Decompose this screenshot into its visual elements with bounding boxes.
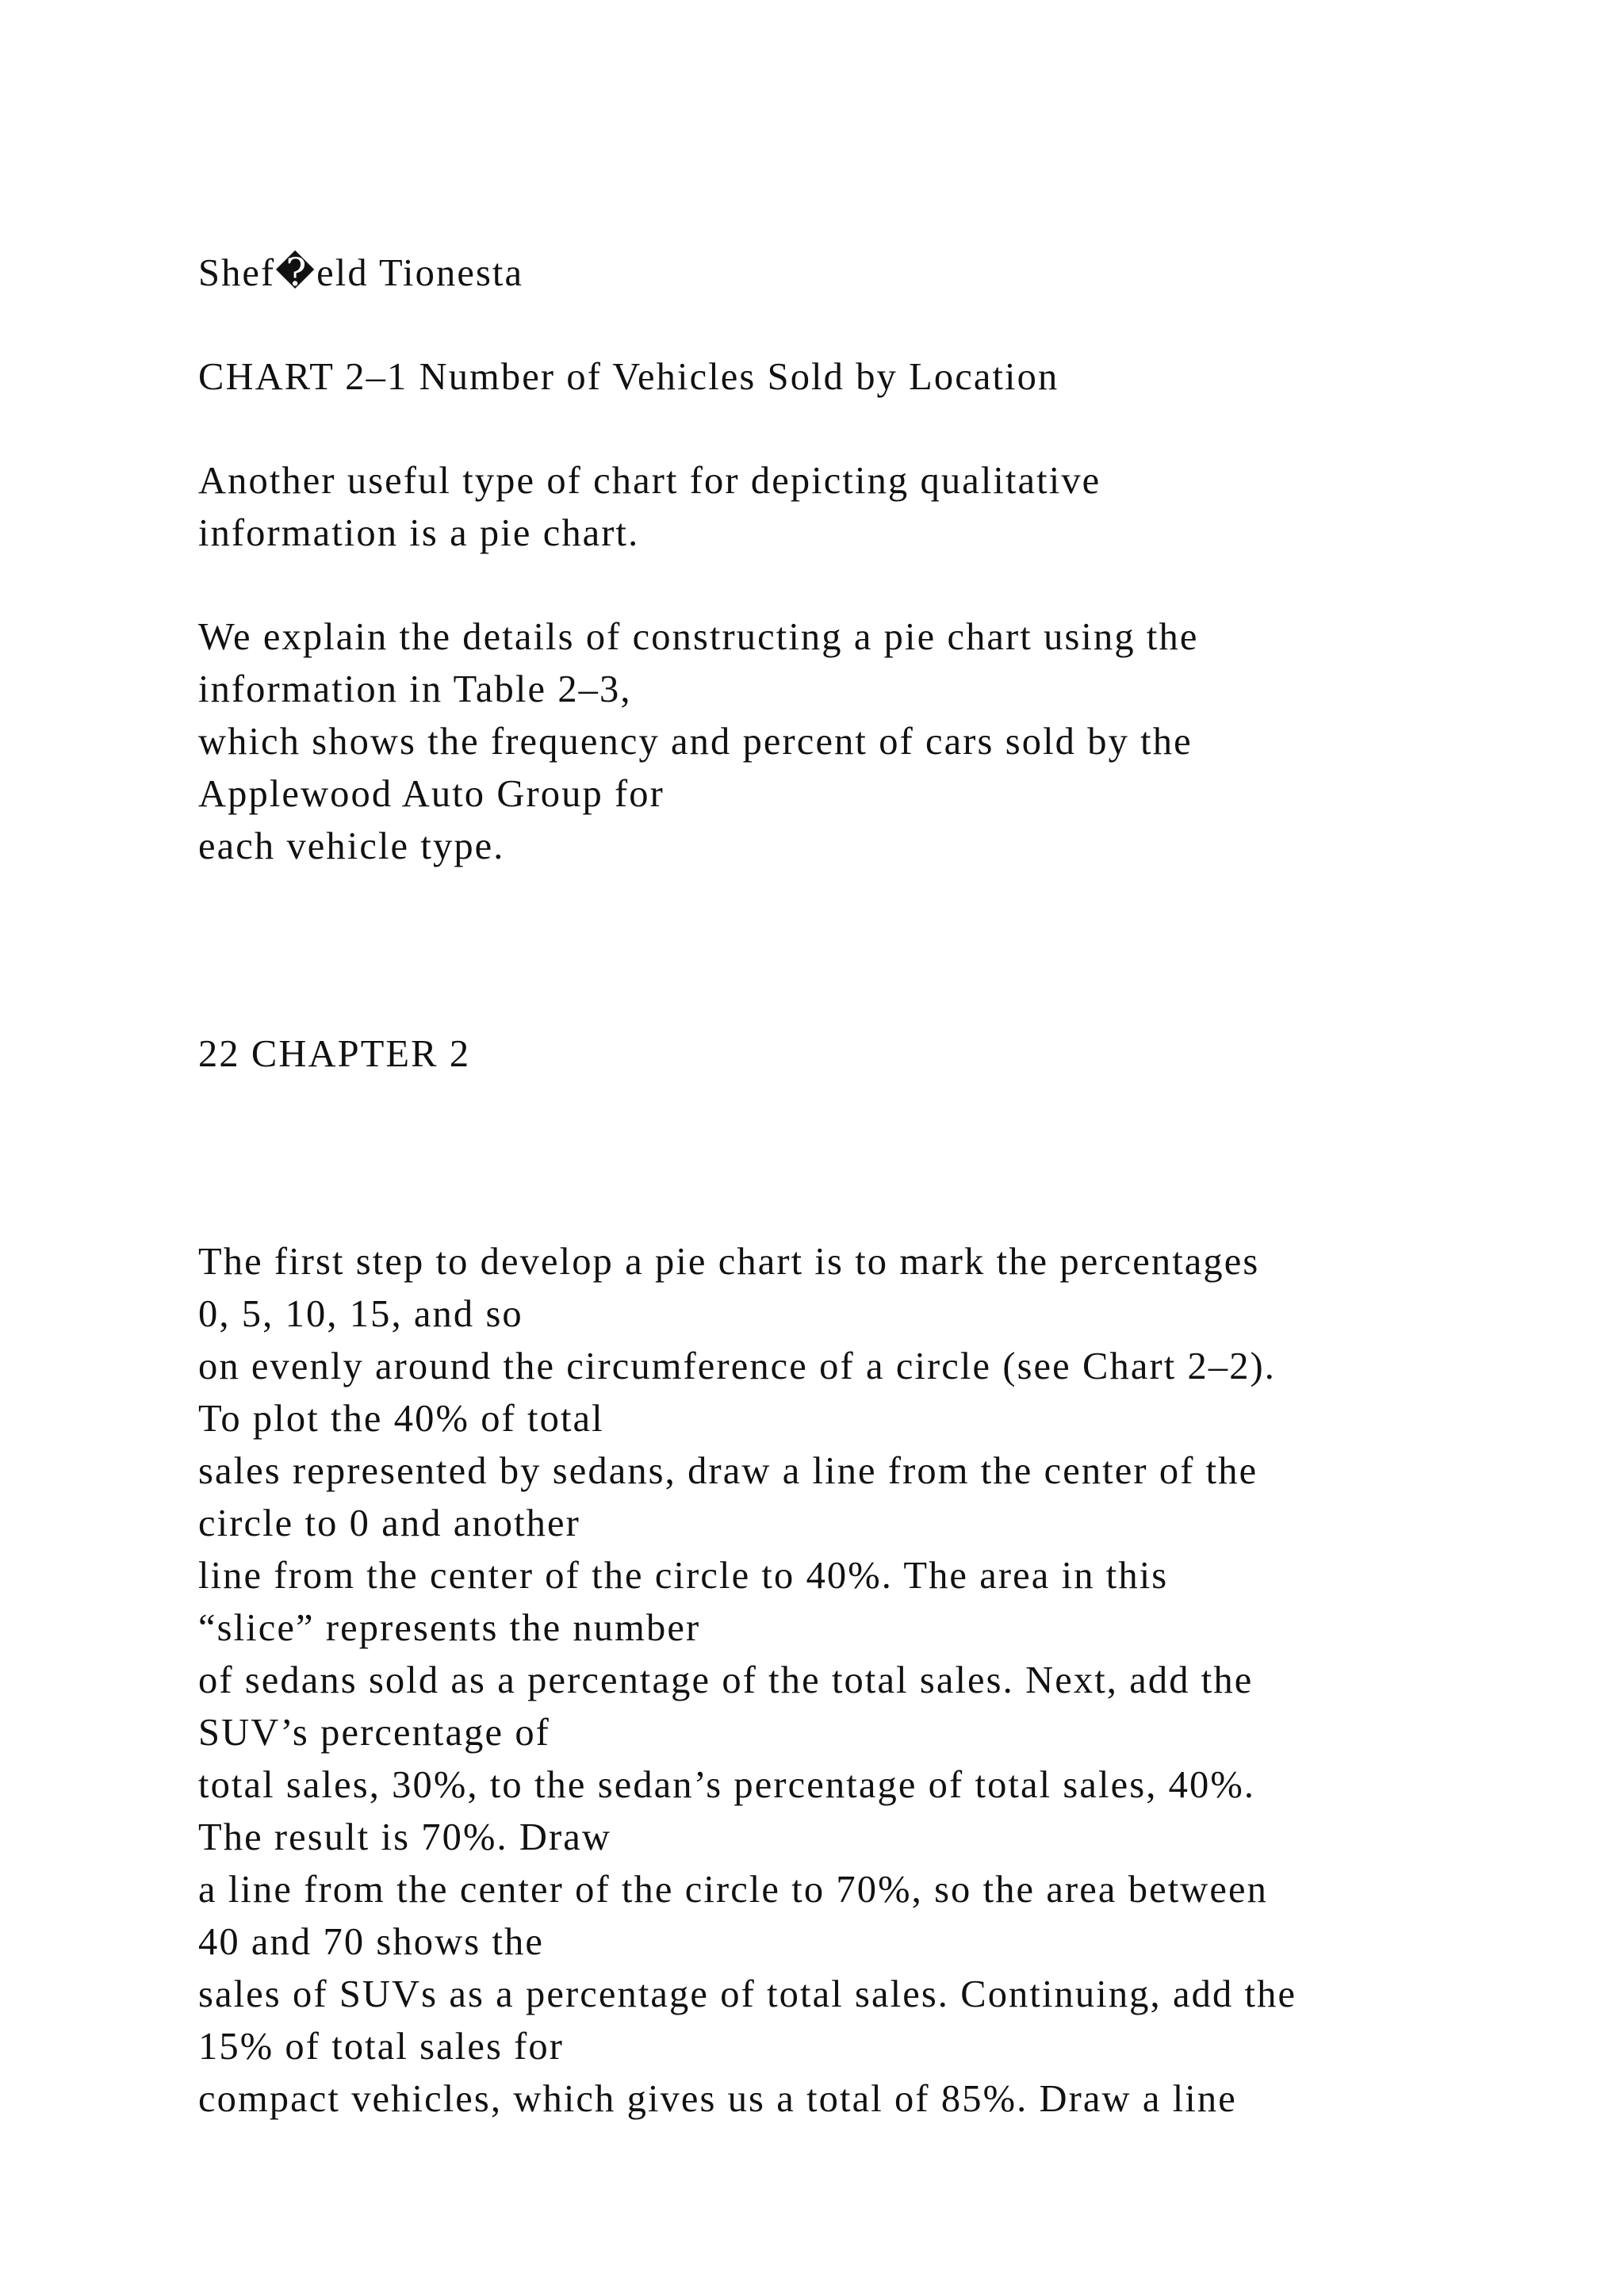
text-line: The result is 70%. Draw [198, 1816, 612, 1858]
text-line: To plot the 40% of total [198, 1398, 604, 1440]
running-head [198, 1028, 1594, 1081]
heading-line [198, 247, 1594, 300]
paragraph-pie-intro [198, 455, 1594, 560]
paragraph-pie-steps [198, 1236, 1594, 2126]
text-line: total sales, 30%, to the sedan’s percentage of total sales, 40%. [198, 1764, 1256, 1806]
text-line: Another useful type of chart for depicting qualitative [198, 460, 1101, 502]
paragraph-gap [198, 404, 1594, 455]
paragraph-gap [198, 1081, 1594, 1236]
text-line: sales of SUVs as a percentage of total sales. Continuing, add the [198, 1973, 1297, 2015]
text-line: line from the center of the circle to 40%. The area in this [198, 1555, 1169, 1597]
text-line: sales represented by sedans, draw a line from the center of the [198, 1450, 1258, 1492]
text-line: The first step to develop a pie chart is to mark the percentages [198, 1241, 1260, 1283]
text-line: on evenly around the circumference of a circle (see Chart 2–2). [198, 1345, 1277, 1387]
text-line: compact vehicles, which gives us a total of 85%. Draw a line [198, 2078, 1237, 2120]
text-line: Applewood Auto Group for [198, 773, 665, 815]
text-line: 15% of total sales for [198, 2026, 565, 2068]
text-line: a line from the center of the circle to 70%, so the area between [198, 1869, 1269, 1911]
paragraph-gap [198, 300, 1594, 351]
text-line: which shows the frequency and percent of cars sold by the [198, 721, 1193, 763]
text-line: information is a pie chart. [198, 512, 640, 554]
paragraph-gap [198, 560, 1594, 611]
text-line: information in Table 2–3, [198, 668, 632, 710]
text-line: We explain the details of constructing a pie chart using the [198, 616, 1199, 658]
text-line: 0, 5, 10, 15, and so [198, 1293, 523, 1335]
paragraph-gap [198, 873, 1594, 1028]
document-page [198, 247, 1594, 2126]
text-line: CHART 2–1 Number of Vehicles Sold by Location [198, 356, 1059, 398]
text-line: each vehicle type. [198, 825, 505, 867]
text-line: circle to 0 and another [198, 1502, 580, 1544]
chart-caption [198, 351, 1594, 404]
text-line: 22 CHAPTER 2 [198, 1033, 471, 1075]
text-line: “slice” represents the number [198, 1607, 701, 1649]
paragraph-table-reference [198, 611, 1594, 873]
text-line: 40 and 70 shows the [198, 1921, 544, 1963]
text-line: SUV’s percentage of [198, 1712, 550, 1754]
text-line: of sedans sold as a percentage of the total sales. Next, add the [198, 1659, 1254, 1701]
text-line: Shef�eld Tionesta [198, 252, 524, 294]
